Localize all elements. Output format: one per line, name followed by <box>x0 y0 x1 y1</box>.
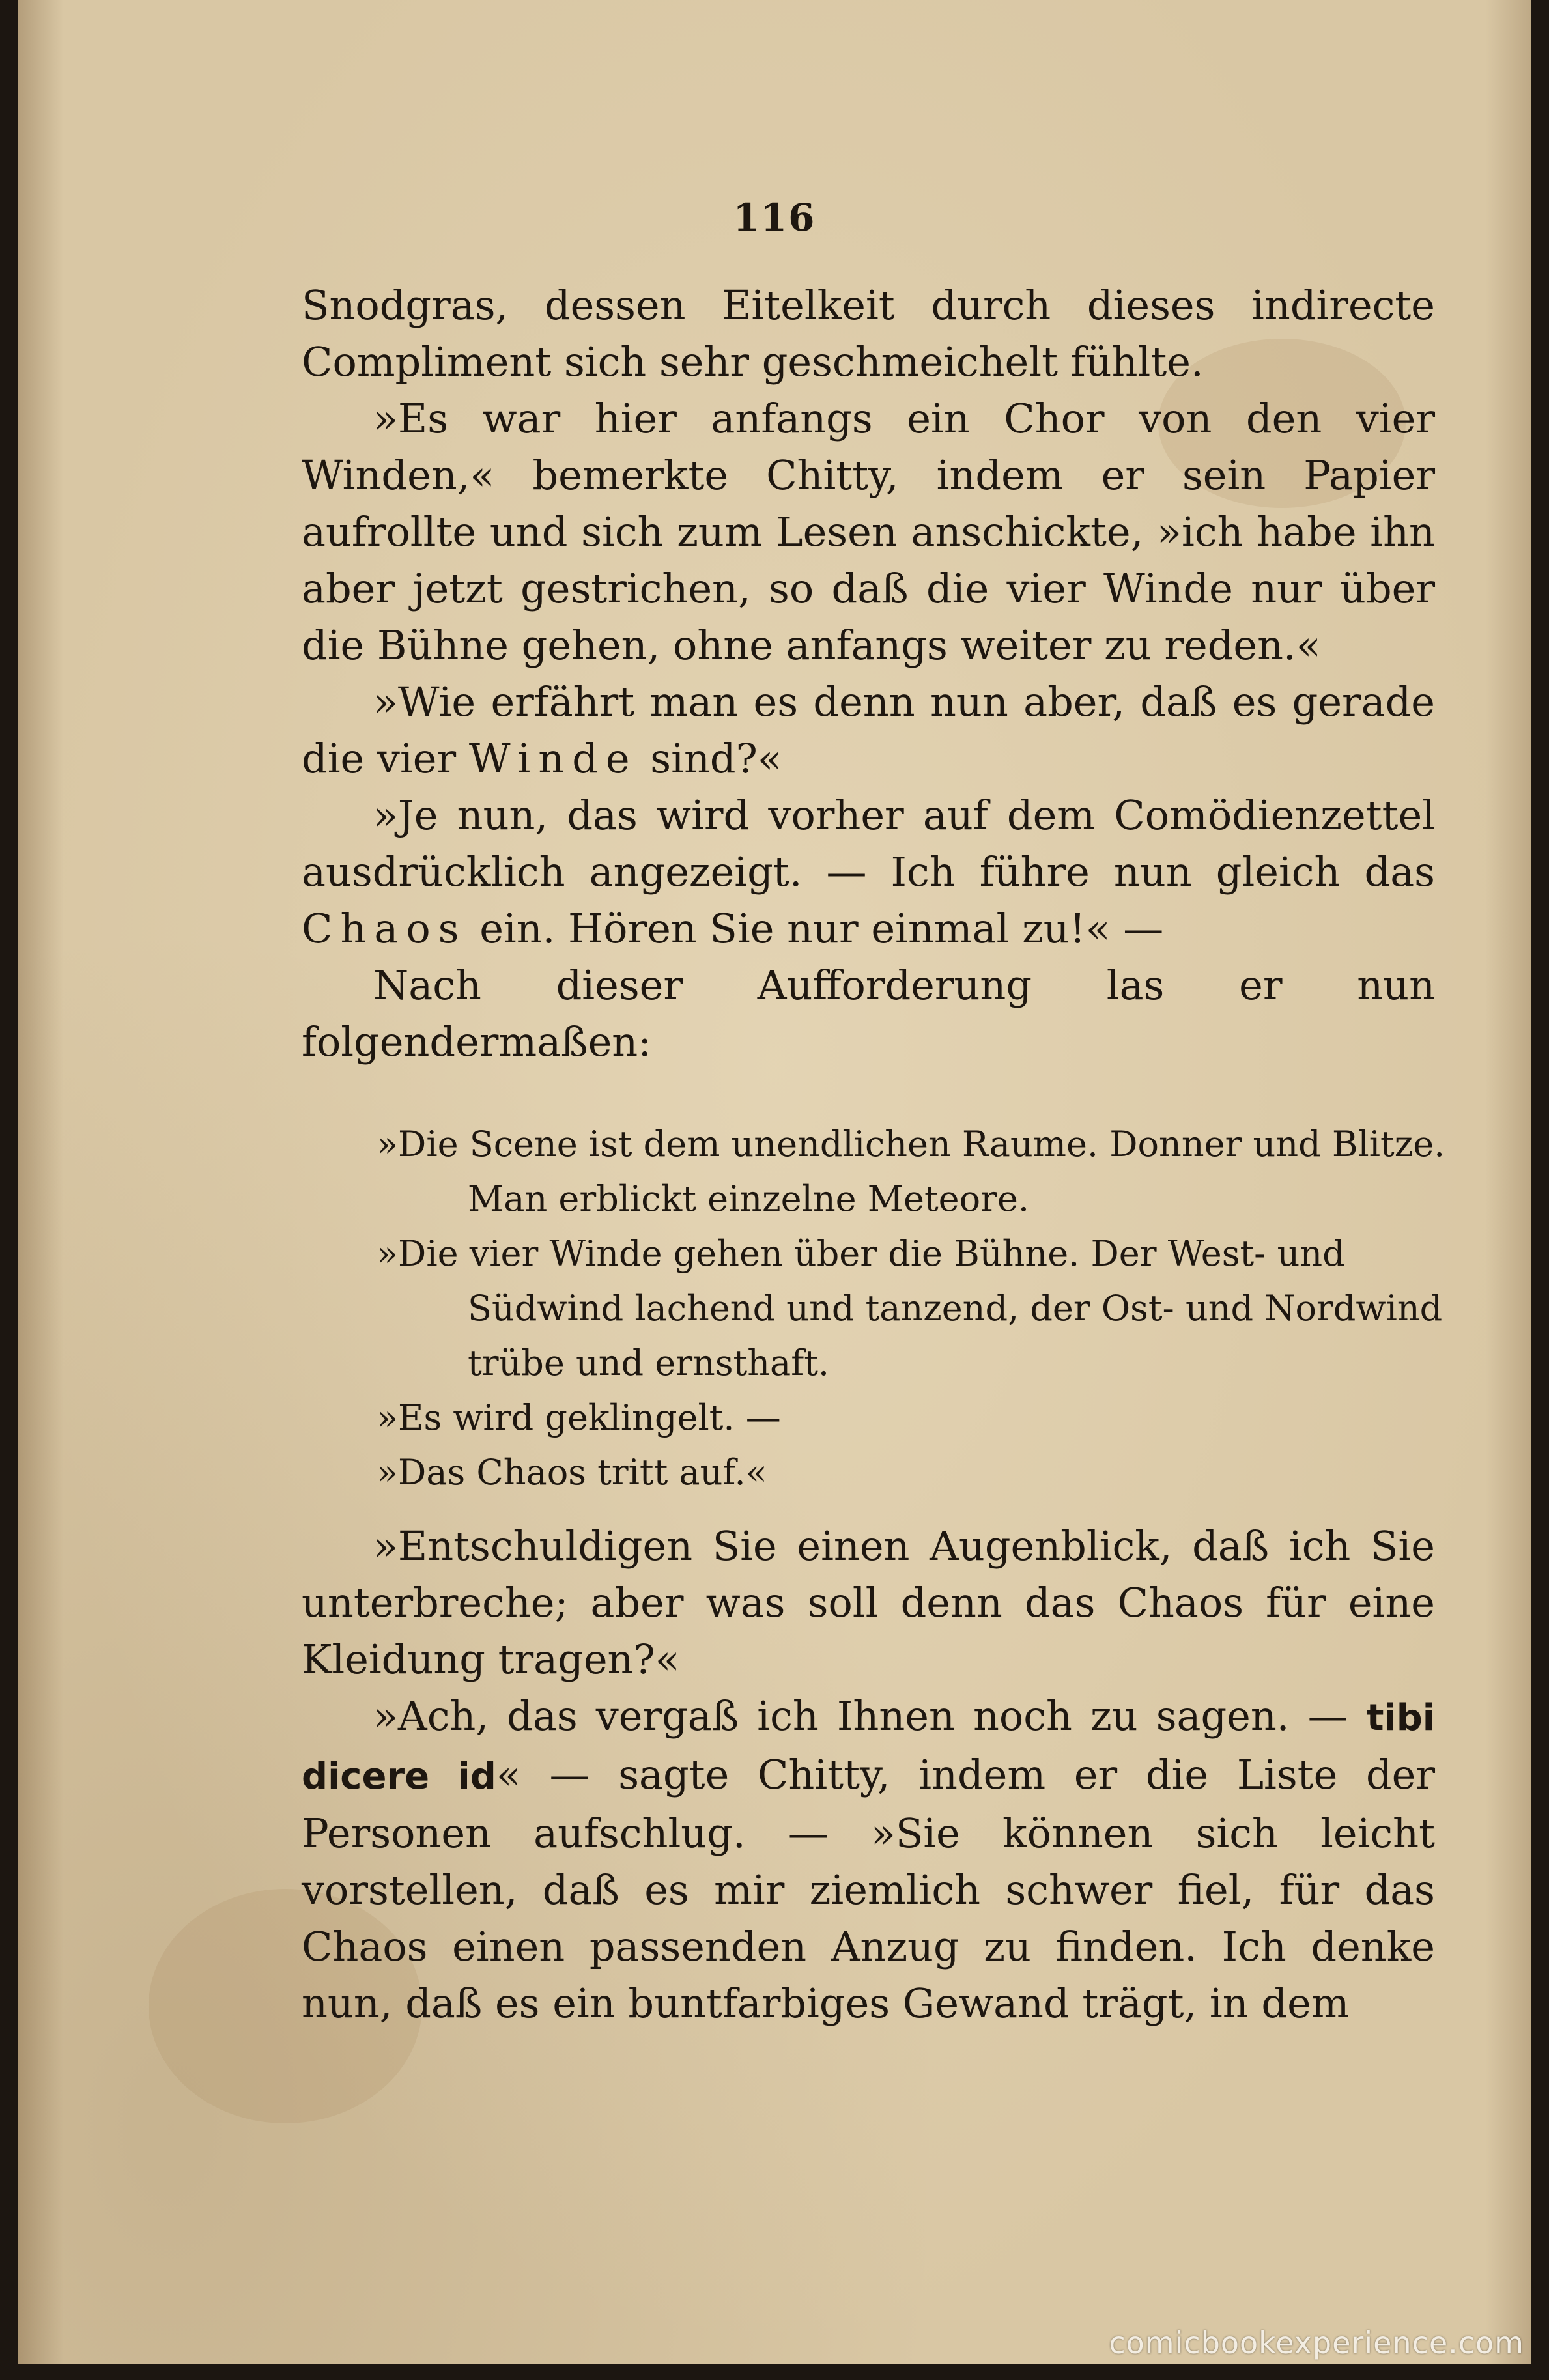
paragraph-text: »Wie erfährt man es denn nun aber, daß es gerade die vier <box>302 678 1435 782</box>
paragraph: Nach dieser Aufforderung las er nun folgendermaßen: <box>302 961 1435 1066</box>
paragraph-text: »Ach, das vergaß ich Ihnen noch zu sagen. — <box>373 1692 1367 1740</box>
latin-phrase: tibi dicere id <box>302 1697 1435 1798</box>
paragraph-text: ein. Hören Sie nur einmal zu!« — <box>466 905 1164 952</box>
stage-direction: »Die Scene ist dem unendlichen Raume. Donner und Blitze. Man erblickt einzelne Meteore. <box>377 1124 1445 1219</box>
paragraph <box>302 1688 1435 2032</box>
stage-direction: »Die vier Winde gehen über die Bühne. Der West- und Südwind lachend und tanzend, der Ost- und Nordwind trübe und ernsthaft. <box>377 1233 1443 1383</box>
paragraph <box>302 673 1435 787</box>
book-page <box>18 0 1531 2364</box>
paragraph: »Es war hier anfangs ein Chor von den vier Winden,« bemerkte Chitty, indem er sein Papier aufrollte und sich zum Lesen anschickte, »ich habe ihn aber jetzt gestrichen, so daß die vier Winde nur über die Bühne gehen, ohne anfangs weiter zu reden.« <box>302 395 1435 669</box>
paragraph <box>302 787 1435 957</box>
paragraph: Snodgras, dessen Eitelkeit durch dieses indirecte Compliment sich sehr geschmeichelt fühlte. <box>302 281 1435 386</box>
lower-body-text <box>302 1518 1435 2032</box>
paragraph: »Entschuldigen Sie einen Augenblick, daß ich Sie unterbreche; aber was soll denn das Chaos für eine Kleidung tragen?« <box>302 1522 1435 1683</box>
stage-direction: »Es wird geklingelt. — <box>377 1397 781 1438</box>
spaced-emphasis: Chaos <box>302 905 467 952</box>
body-text <box>302 277 1435 1070</box>
paragraph-text: sind?« <box>637 735 782 782</box>
stage-directions <box>344 1117 1451 1500</box>
spaced-emphasis: Winde <box>468 735 638 782</box>
watermark: comicbookexperience.com <box>1109 2325 1524 2360</box>
paragraph-text: « — sagte Chitty, indem er die Liste der Personen aufschlug. — »Sie können sich leicht vorstellen, daß es mir ziemlich schwer fiel, für das Chaos einen passenden Anzug zu finden. Ich denke nun, daß es ein buntfarbiges Gewand trägt, in dem <box>302 1751 1435 2027</box>
stage-direction: »Das Chaos tritt auf.« <box>377 1452 767 1493</box>
page-number: 116 <box>733 195 816 240</box>
paragraph-text: »Je nun, das wird vorher auf dem Comödienzettel ausdrücklich angezeigt. — Ich führe nun gleich das <box>302 791 1435 896</box>
